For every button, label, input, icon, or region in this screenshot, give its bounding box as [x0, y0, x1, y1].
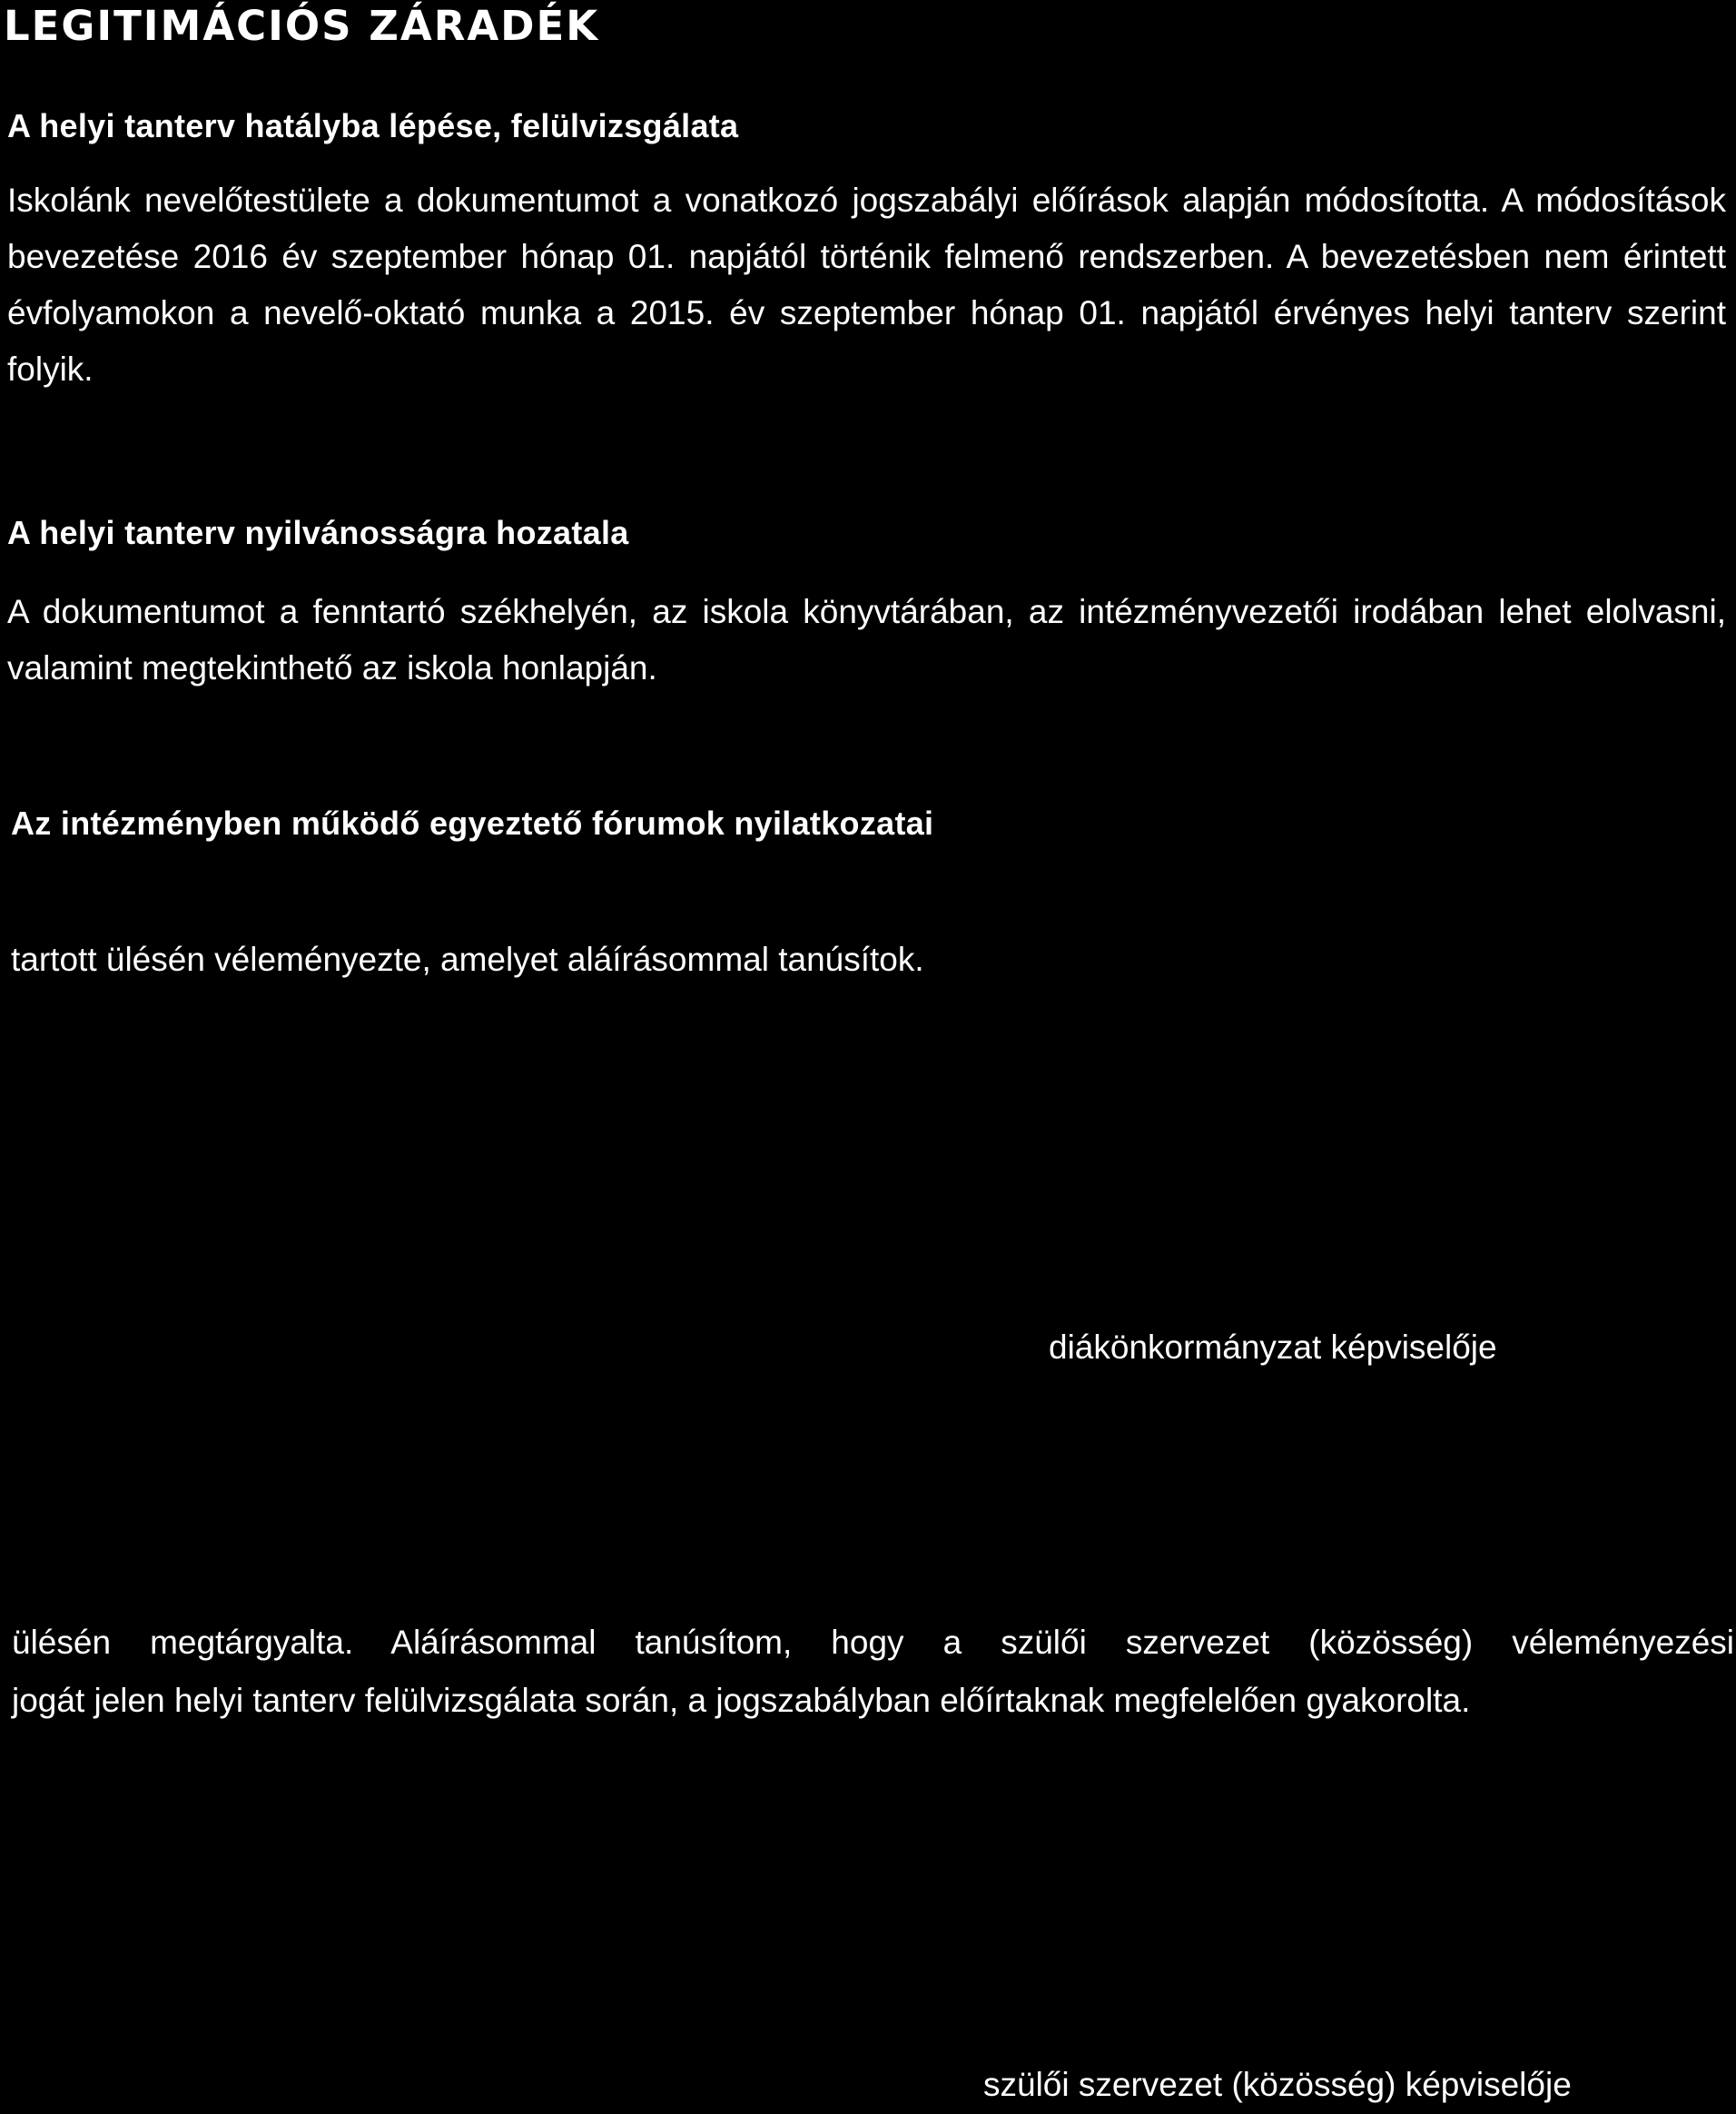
- student-council-signature-label: diákönkormányzat képviselője: [1049, 1329, 1497, 1366]
- section-heading-validity: A helyi tanterv hatályba lépése, felülvizsgálata: [7, 107, 739, 144]
- parent-statement-line-2: jogát jelen helyi tanterv felülvizsgálata során, a jogszabályban előírtaknak megfelelően gyakorolta.: [12, 1682, 1471, 1719]
- document-title: LEGITIMÁCIÓS ZÁRADÉK: [4, 2, 600, 50]
- section-heading-publicity: A helyi tanterv nyilvánosságra hozatala: [7, 514, 629, 551]
- publicity-paragraph: A dokumentumot a fenntartó székhelyén, az iskola könyvtárában, az intézményvezetői irodában lehet elolvasni, valamint megtekinthető az iskola honlapján.: [7, 593, 1726, 687]
- section-heading-forums: Az intézményben működő egyeztető fórumok nyilatkozatai: [11, 805, 934, 842]
- student-council-statement: tartott ülésén véleményezte, amelyet aláírásommal tanúsítok.: [11, 941, 924, 978]
- validity-paragraph: Iskolánk nevelőtestülete a dokumentumot a vonatkozó jogszabályi előírások alapján módosította. A módosítások bevezetése 2016 év szeptember hónap 01. napjától történik felmenő rendszerben. A bevezetésben nem érintett évfolyamokon a nevelő-oktató munka a 2015. év szeptember hónap 01. napjától érvényes helyi tanterv szerint folyik.: [7, 182, 1726, 388]
- parent-statement-line-1: ülésén megtárgyalta. Aláírásommal tanúsítom, hogy a szülői szervezet (közösség) véleményezési: [12, 1624, 1734, 1661]
- parent-organization-signature-label: szülői szervezet (közösség) képviselője: [983, 2066, 1572, 2103]
